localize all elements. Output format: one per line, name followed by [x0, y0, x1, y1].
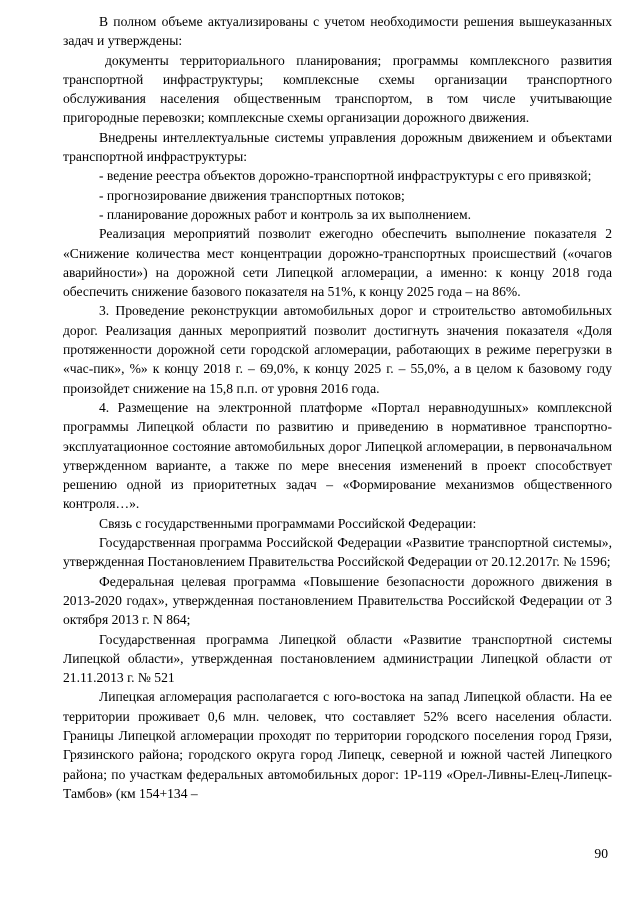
paragraph-actualized: В полном объеме актуализированы с учетом необходимости решения вышеуказанных задач и утверждены: — [63, 14, 612, 49]
bullet-registry: - ведение реестра объектов дорожно-транспортной инфраструктуры с его привязкой; — [99, 168, 592, 184]
page-number: 90 — [594, 846, 608, 861]
paragraph-agglomeration-description: Липецкая агломерация располагается с юго-востока на запад Липецкой области. На ее территории проживает 0,6 млн. человек, что составляет 52% всего населения области. Границы Липецкой агломерации проходят по территории городского поселения город Грязи, Грязинского района; городского округа город Липецк, северной и южной частей Липецкого района; по участкам федеральных автомобильных дорог: 1Р-119 «Орел-Ливны-Елец-Липецк-Тамбов» (км 154+134 – — [63, 689, 612, 801]
bullet-planning: - планирование дорожных работ и контроль за их выполнением. — [99, 206, 472, 222]
paragraph-item-4: 4. Размещение на электронной платформе «Портал неравнодушных» комплексной программы Липецкой области по развитию и приведению в нормативное транспортно-эксплуатационное состояние автомобильных дорог Липецкой агломерации, в первоначальном утвержденном варианте, а также по мере внесения изменений в проект способствует решению одной из приоритетных задач – «Формирование механизмов общественного контроля…». — [63, 399, 612, 512]
paragraph-state-programs-heading: Связь с государственными программами Российской Федерации: — [99, 515, 477, 531]
paragraph-intelligent-systems: Внедрены интеллектуальные системы управления дорожным движением и объектами транспортной инфраструктуры: — [63, 129, 612, 165]
paragraph-program-transport-system: Государственная программа Российской Федерации «Развитие транспортной системы», утвержденная Постановлением Правительства Российской Федерации от 20.12.2017г. № 1596; — [63, 535, 612, 570]
paragraph-program-road-safety: Федеральная целевая программа «Повышение безопасности дорожного движения в 2013-2020 годах», утвержденная постановлением Правительства Российской Федерации от 3 октября 2013 г. N 864; — [63, 573, 612, 628]
paragraph-indicator-2: Реализация мероприятий позволит ежегодно обеспечить выполнение показателя 2 «Снижение количества мест концентрации дорожно-транспортных происшествий («очагов аварийности») на дорожной сети Липецкой агломерации, а именно: к концу 2018 года обеспечить снижение базового показателя на 51%, к концу 2025 года – на 86%. — [63, 226, 612, 300]
bullet-forecasting: - прогнозирование движения транспортных потоков; — [99, 187, 405, 203]
paragraph-program-lipetsk-region: Государственная программа Липецкой области «Развитие транспортной системы Липецкой области», утвержденная постановлением администрации Липецкой области от 21.11.2013 г. № 521 — [63, 631, 612, 686]
paragraph-documents-list: документы территориального планирования; программы комплексного развития транспортной инфраструктуры; комплексные схемы организации транспортного обслуживания населения общественным транспортом, в том числе учитывающие пригородные перевозки; комплексные схемы организации дорожного движения. — [63, 52, 612, 126]
document-page — [63, 12, 612, 803]
paragraph-item-3: 3. Проведение реконструкции автомобильных дорог и строительство автомобильных дорог. Реализация данных мероприятий позволит достигнуть значения показателя «Доля протяженности дорожной сети городской агломерации, работающих в режиме перегрузки в «час-пик», %» к концу 2018 г. – 69,0%, к концу 2025 г. – 55,0%, а в целом к базовому году произойдет снижение на 15,8 п.п. от уровня 2016 года. — [63, 303, 612, 396]
